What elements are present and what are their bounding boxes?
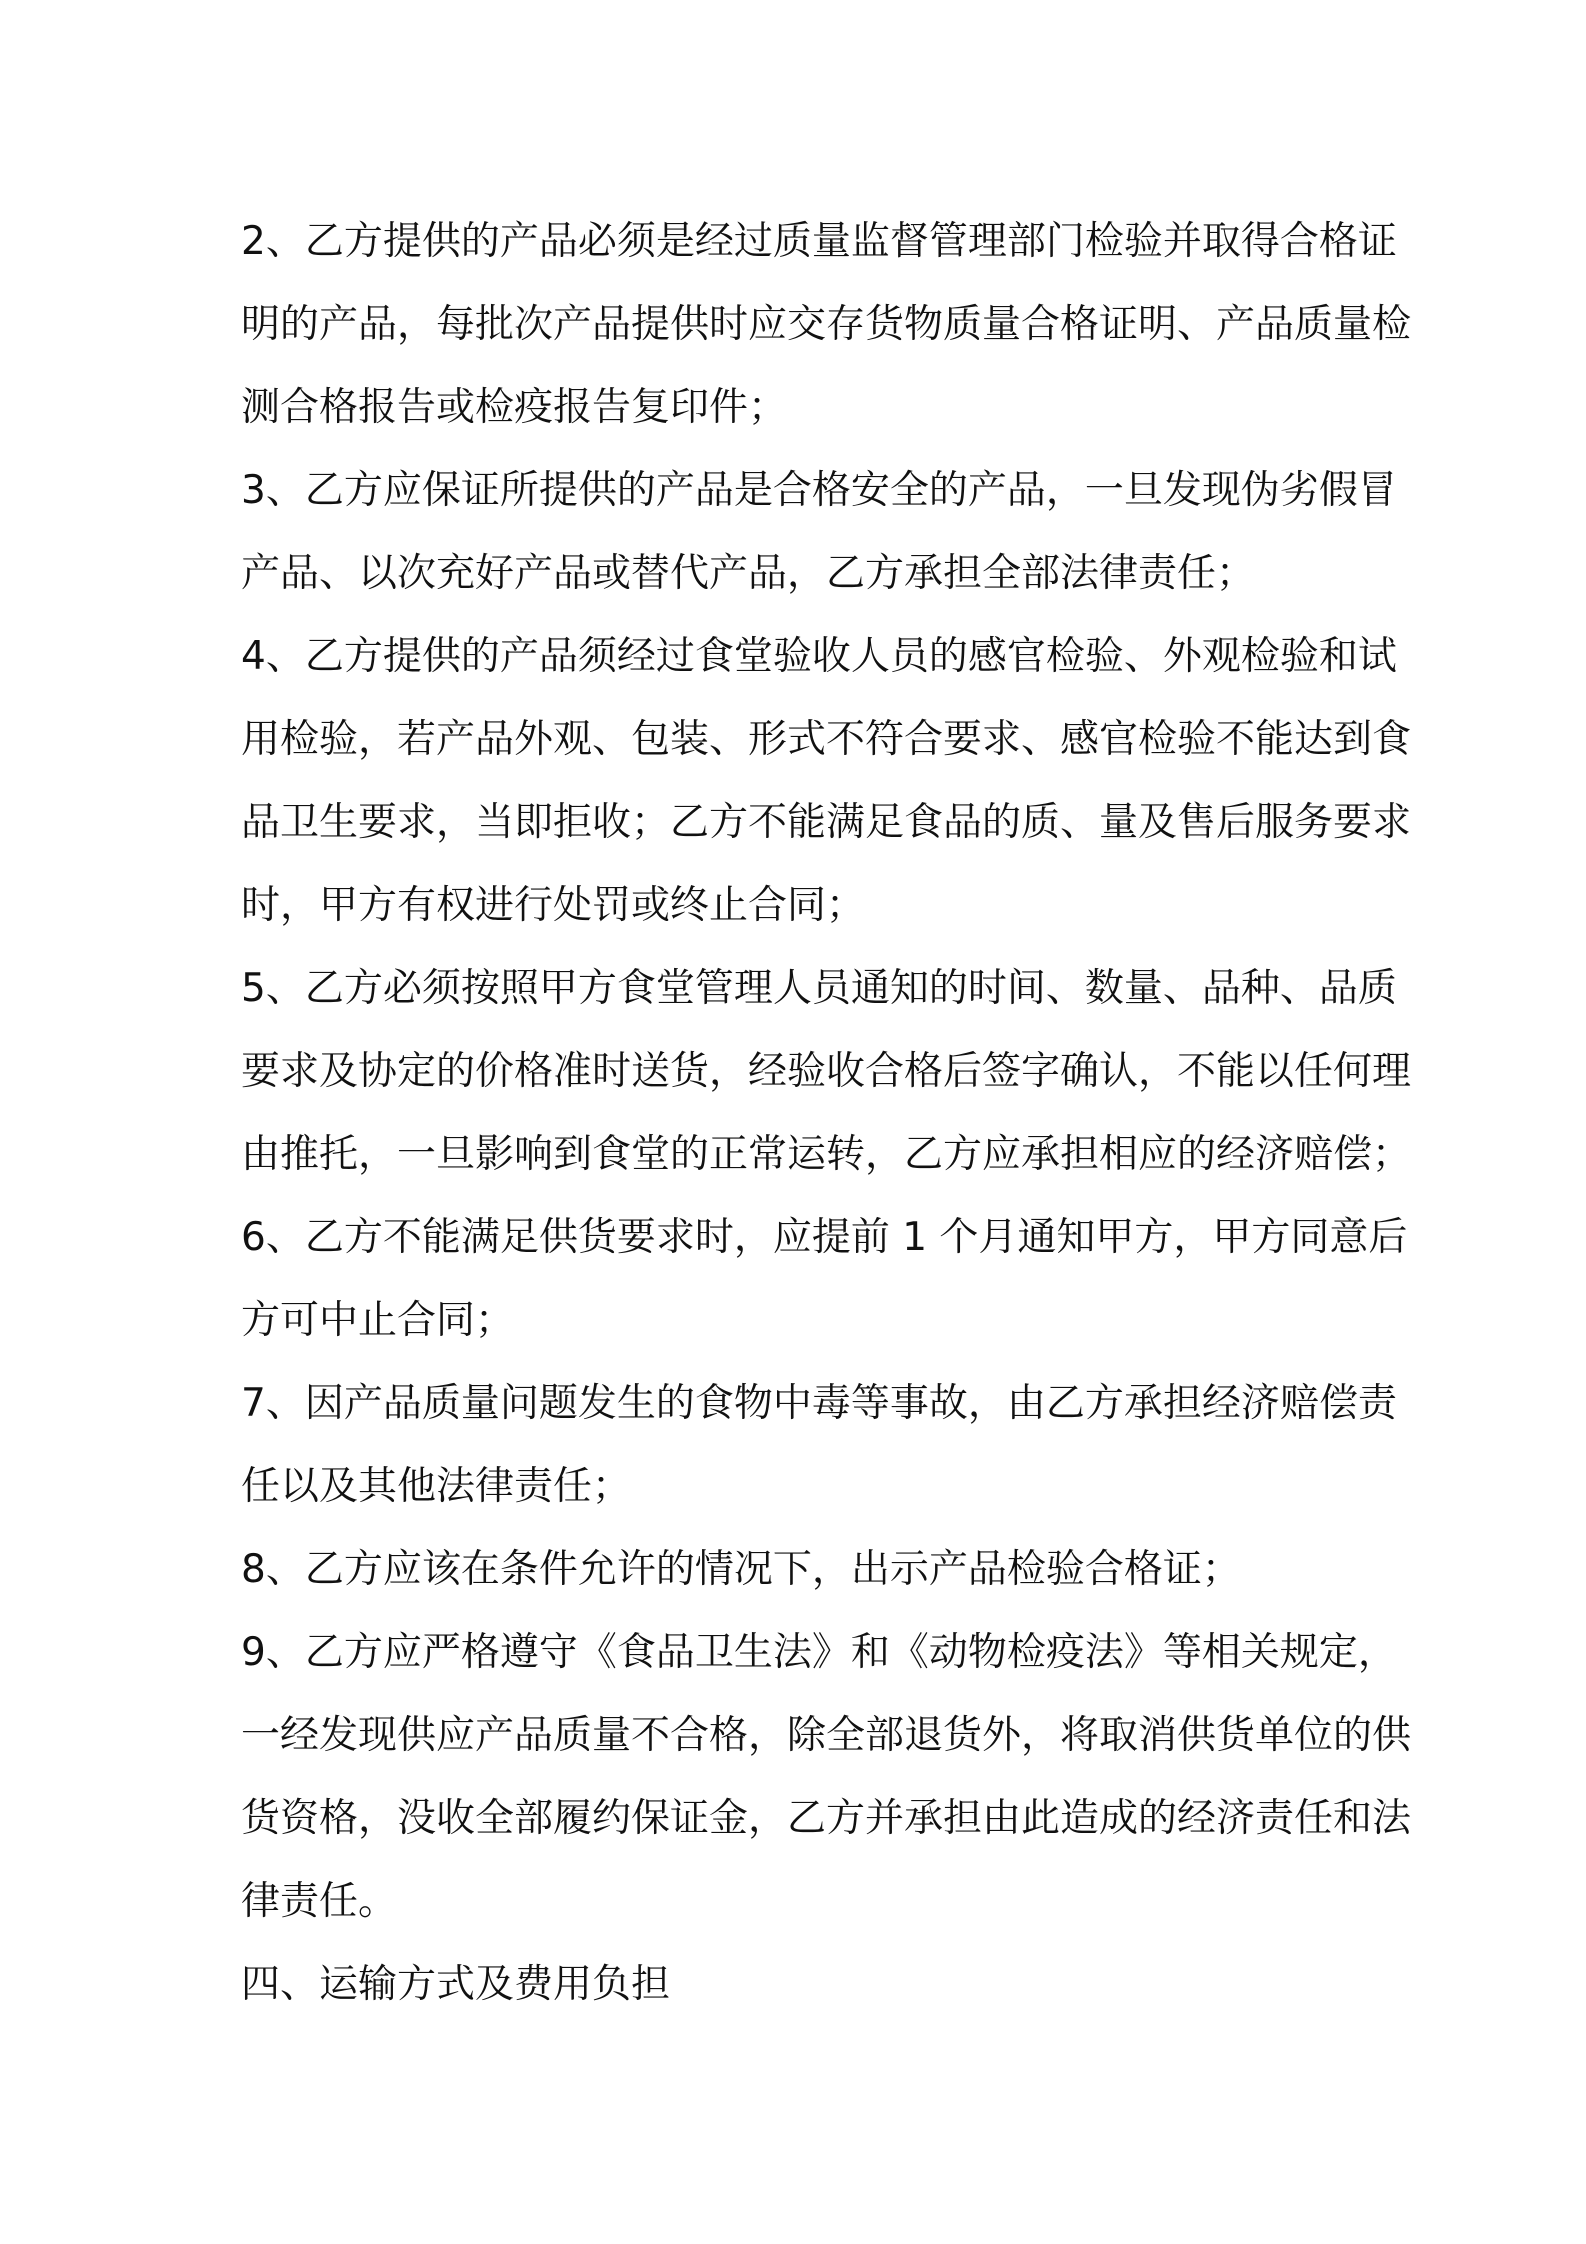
text-line: 2、乙方提供的产品必须是经过质量监督管理部门检验并取得合格证	[241, 219, 1397, 264]
text-line: 律责任。	[241, 1879, 398, 1924]
text-line: 6、乙方不能满足供货要求时，应提前 1 个月通知甲方，甲方同意后	[241, 1215, 1408, 1260]
text-line: 3、乙方应保证所提供的产品是合格安全的产品，一旦发现伪劣假冒	[241, 468, 1397, 513]
text-line: 货资格，没收全部履约保证金，乙方并承担由此造成的经济责任和法	[241, 1796, 1412, 1841]
text-line: 要求及协定的价格准时送货，经验收合格后签字确认，不能以任何理	[241, 1049, 1412, 1094]
text-line: 7、因产品质量问题发生的食物中毒等事故，由乙方承担经济赔偿责	[241, 1381, 1397, 1426]
document-body	[241, 200, 1412, 2026]
text-line: 9、乙方应严格遵守《食品卫生法》和《动物检疫法》等相关规定，	[241, 1630, 1397, 1675]
text-line: 方可中止合同；	[241, 1298, 515, 1343]
text-line: 8、乙方应该在条件允许的情况下，出示产品检验合格证；	[241, 1547, 1241, 1592]
text-line: 测合格报告或检疫报告复印件；	[241, 385, 788, 430]
text-line: 明的产品，每批次产品提供时应交存货物质量合格证明、产品质量检	[241, 302, 1412, 347]
text-line: 5、乙方必须按照甲方食堂管理人员通知的时间、数量、品种、品质	[241, 966, 1397, 1011]
text-line: 4、乙方提供的产品须经过食堂验收人员的感官检验、外观检验和试	[241, 634, 1397, 679]
text-line: 一经发现供应产品质量不合格，除全部退货外，将取消供货单位的供	[241, 1713, 1412, 1758]
text-line: 由推托，一旦影响到食堂的正常运转，乙方应承担相应的经济赔偿；	[241, 1132, 1412, 1177]
text-line: 产品、以次充好产品或替代产品，乙方承担全部法律责任；	[241, 551, 1256, 596]
text-line: 时，甲方有权进行处罚或终止合同；	[241, 883, 866, 928]
text-line: 任以及其他法律责任；	[241, 1464, 632, 1509]
section-heading: 四、运输方式及费用负担	[241, 1962, 671, 2007]
text-line: 用检验，若产品外观、包装、形式不符合要求、感官检验不能达到食	[241, 717, 1412, 762]
text-line: 品卫生要求，当即拒收；乙方不能满足食品的质、量及售后服务要求	[241, 800, 1412, 845]
